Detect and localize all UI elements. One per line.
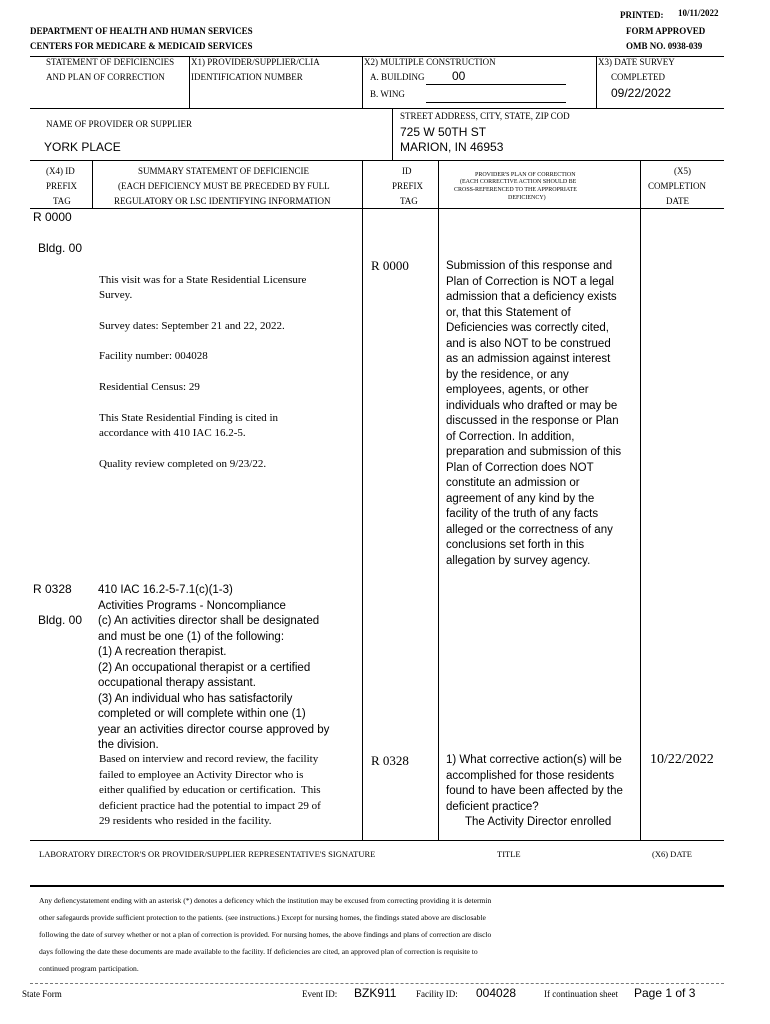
wing-underline	[426, 102, 566, 103]
id-header-3: TAG	[400, 196, 418, 206]
text-line: Survey dates: September 21 and 22, 2022.	[99, 319, 285, 332]
text-line: 1) What corrective action(s) will be	[446, 754, 622, 766]
text-line: This State Residential Finding is cited in	[99, 411, 279, 424]
wing-label: B. WING	[370, 89, 405, 99]
text-line: employees, agents, or other	[446, 384, 589, 396]
text-line: or, that this Statement of	[446, 306, 571, 319]
text-line: occupational therapy assistant.	[98, 677, 256, 689]
col-divider-tag	[92, 160, 93, 208]
text-line: allegation by survey agency.	[446, 554, 591, 567]
text-line: Residential Census: 29	[99, 381, 200, 394]
signature-label: LABORATORY DIRECTOR'S OR PROVIDER/SUPPLIER REPRESENTATIVE'S SIGNATURE	[39, 849, 376, 859]
col-divider-summary	[362, 160, 363, 840]
text-line	[99, 441, 306, 456]
text-line: Quality review completed on 9/23/22.	[99, 457, 267, 470]
printed-label: PRINTED:	[620, 10, 664, 20]
text-line: days following the date these documents are made available to the facility. If deficiencies are cited, an approved plan of correction is requisite to	[39, 947, 478, 956]
x4-header-1: (X4) ID	[46, 166, 75, 176]
footer-event-label: Event ID:	[302, 989, 338, 999]
address-label: STREET ADDRESS, CITY, STATE, ZIP COD	[400, 111, 570, 121]
r0328-building: Bldg. 00	[38, 613, 83, 627]
footer-state-form: State Form	[22, 989, 62, 999]
x5-header-3: DATE	[666, 196, 689, 206]
x2-label: X2) MULTIPLE CONSTRUCTION	[364, 57, 496, 67]
building-underline	[426, 84, 566, 85]
header-row-bottom-line	[30, 208, 724, 209]
text-line: 29 residents who resided in the facility.	[99, 815, 272, 827]
footer-facility-id: 004028	[476, 986, 517, 1000]
text-line: accordance with 410 IAC 16.2-5.	[99, 426, 246, 439]
text-line: deficient practice?	[446, 800, 539, 813]
plan-header-1: PROVIDER'S PLAN OF CORRECTION	[475, 172, 576, 178]
text-line: 410 IAC 16.2-5-7.1(c)(1-3)	[98, 584, 233, 596]
text-line: deficient practice had the potential to impact 29 of	[99, 799, 321, 812]
provider-name-label: NAME OF PROVIDER OR SUPPLIER	[46, 119, 193, 129]
summary-header-2: (EACH DEFICIENCY MUST BE PRECEDED BY FULL	[118, 181, 330, 191]
text-line: (c) An activities director shall be designated	[98, 615, 320, 627]
text-line: The Activity Director enrolled	[446, 816, 612, 828]
r0328-plan-text	[446, 753, 623, 831]
r0000-tag: R 0000	[33, 210, 72, 224]
centers-title: CENTERS FOR MEDICARE & MEDICAID SERVICES	[30, 41, 253, 51]
footer-page-number: Page 1 of 3	[634, 986, 696, 1000]
text-line: other safegaurds provide sufficient protection to the patients. (see instructions.) Except for nursing homes, the findings stated above are disclosable	[39, 913, 486, 922]
r0328-completion-date: 10/22/2022	[650, 752, 714, 767]
department-title: DEPARTMENT OF HEALTH AND HUMAN SERVICES	[30, 26, 253, 36]
text-line: accomplished for those residents	[446, 769, 615, 782]
text-line: and must be one (1) of the following:	[98, 630, 285, 643]
text-line: Plan of Correction is NOT a legal	[446, 275, 614, 288]
disclaimer-bottom-line	[30, 983, 724, 984]
x3-label-2: COMPLETED	[611, 72, 665, 82]
text-line: Survey.	[99, 289, 133, 302]
signature-bottom-line	[30, 885, 724, 887]
text-line: Facility number: 004028	[99, 350, 208, 363]
building-label: A. BUILDING	[370, 72, 425, 82]
text-line: Any defiencystatement ending with an asterisk (*) denotes a deficency which the institution may be excused from correcting providing it is determin	[39, 896, 492, 905]
address-divider	[392, 108, 393, 160]
survey-completed-date: 09/22/2022	[611, 86, 672, 100]
printed-date: 10/11/2022	[678, 8, 719, 18]
text-line: admission that a deficiency exists	[446, 291, 617, 303]
text-line: failed to employee an Activity Director who is	[99, 768, 304, 781]
text-line	[99, 365, 306, 380]
text-line: and is also NOT to be construed	[446, 337, 611, 350]
text-line: alleged or the correctness of any	[446, 523, 613, 536]
top-box-mid-line	[30, 108, 724, 109]
r0328-id-tag: R 0328	[371, 753, 409, 768]
x1-label-2: IDENTIFICATION NUMBER	[191, 72, 303, 82]
text-line: Plan of Correction does NOT	[446, 461, 594, 474]
address-line-1: 725 W 50TH ST	[400, 125, 487, 139]
r0000-id-tag: R 0000	[371, 258, 409, 273]
r0328-summary-regulation	[98, 583, 329, 754]
building-value: 00	[452, 69, 466, 83]
text-line	[99, 334, 306, 349]
text-line: as an admission against interest	[446, 353, 611, 365]
plan-header-4: DEFICIENCY)	[508, 195, 546, 201]
header-row-top-line	[30, 160, 724, 161]
text-line: Based on interview and record review, the facility	[99, 753, 319, 765]
plan-header-3: CROSS-REFERENCED TO THE APPROPRIATE	[454, 187, 577, 193]
text-line: discussed in the response or Plan	[446, 415, 619, 427]
x4-header-2: PREFIX	[46, 181, 78, 191]
summary-header-1: SUMMARY STATEMENT OF DEFICIENCIE	[138, 166, 310, 176]
address-line-2: MARION, IN 46953	[400, 140, 504, 154]
id-header-1: ID	[402, 166, 412, 176]
text-line: agreement of any kind by the	[446, 492, 595, 505]
form-approved: FORM APPROVED	[626, 26, 706, 36]
text-line: facility of the truth of any facts	[446, 508, 599, 520]
text-line	[99, 395, 306, 410]
text-line: Submission of this response and	[446, 260, 613, 272]
text-line: by the residence, or any	[446, 368, 569, 381]
text-line: either qualified by education or certification. This	[99, 784, 321, 796]
x5-header-1: (X5)	[674, 166, 691, 176]
disclaimer-text	[39, 892, 491, 977]
footer-facility-label: Facility ID:	[416, 989, 458, 999]
footer-event-id: BZK911	[354, 986, 397, 1000]
x3-label-1: X3) DATE SURVEY	[598, 57, 675, 67]
id-header-2: PREFIX	[392, 181, 424, 191]
summary-header-3: REGULATORY OR LSC IDENTIFYING INFORMATION	[114, 196, 331, 206]
plan-header-2: (EACH CORRECTIVE ACTION SHOULD BE	[460, 179, 577, 185]
body-bottom-line	[30, 840, 724, 841]
text-line: Deficiencies was correctly cited,	[446, 322, 609, 334]
r0000-plan-text	[446, 259, 621, 569]
signature-date-label: (X6) DATE	[652, 849, 692, 859]
text-line: year an activities director course approved by	[98, 723, 330, 736]
text-line: individuals who drafted or may be	[446, 399, 618, 412]
text-line	[99, 304, 306, 319]
r0328-summary-finding	[99, 752, 321, 830]
text-line: (1) A recreation therapist.	[98, 646, 227, 658]
text-line: This visit was for a State Residential Licensure	[99, 274, 307, 286]
x4-header-3: TAG	[53, 196, 71, 206]
text-line: following the date of survey whether or not a plan of correction is provided. For nursing homes, the above findings and plans of correction are disclo	[39, 930, 492, 939]
statement-label-2: AND PLAN OF CORRECTION	[46, 72, 165, 82]
text-line: of Correction. In addition,	[446, 430, 575, 443]
text-line: (2) An occupational therapist or a certified	[98, 661, 311, 674]
x1-label-1: X1) PROVIDER/SUPPLIER/CLIA	[191, 57, 320, 67]
text-line: constitute an admission or	[446, 477, 580, 489]
footer-continuation: If continuation sheet	[544, 989, 618, 999]
col-divider-id	[438, 160, 439, 840]
col-divider-plan	[640, 160, 641, 840]
top-box-divider-3	[596, 56, 597, 108]
top-box-divider-2	[362, 56, 363, 108]
text-line: completed or will complete within one (1)	[98, 708, 306, 720]
provider-name: YORK PLACE	[44, 140, 121, 154]
text-line: (3) An individual who has satisfactorily	[98, 692, 293, 705]
r0000-building: Bldg. 00	[38, 241, 83, 255]
x5-header-2: COMPLETION	[648, 181, 706, 191]
text-line: preparation and submission of this	[446, 446, 622, 458]
text-line: found to have been affected by the	[446, 785, 623, 797]
text-line: Activities Programs - Noncompliance	[98, 599, 286, 612]
statement-label-1: STATEMENT OF DEFICIENCIES	[46, 57, 175, 67]
text-line: continued program participation.	[39, 964, 139, 973]
text-line: the division.	[98, 739, 159, 751]
r0000-summary-text	[99, 273, 306, 472]
signature-title-label: TITLE	[497, 849, 521, 859]
r0328-tag: R 0328	[33, 582, 72, 596]
text-line: conclusions set forth in this	[446, 539, 585, 551]
omb-number: OMB NO. 0938-039	[626, 41, 703, 51]
top-box-divider-1	[189, 56, 190, 108]
